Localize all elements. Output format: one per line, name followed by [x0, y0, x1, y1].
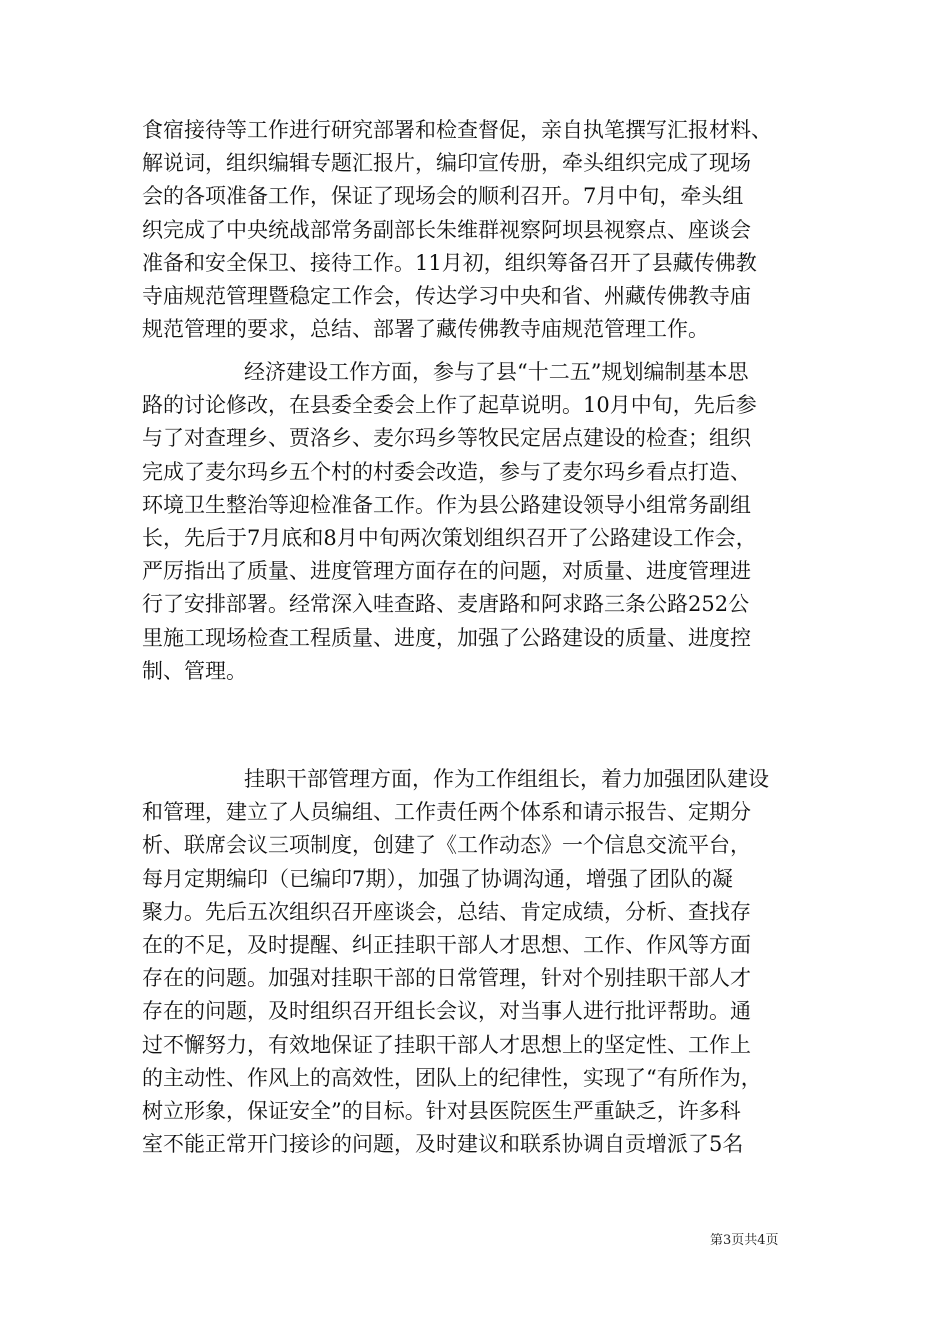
- text-line: 存在的问题，及时组织召开组长会议，对当事人进行批评帮助。通: [142, 999, 751, 1024]
- text-line: 与了对查理乡、贾洛乡、麦尔玛乡等牧民定居点建设的检查；组织: [142, 426, 751, 451]
- text-line: 环境卫生整治等迎检准备工作。作为县公路建设领导小组常务副组: [142, 492, 751, 517]
- text-line: 室不能正常开门接诊的问题，及时建议和联系协调自贡增派了5名: [142, 1132, 744, 1157]
- text-line: 里施工现场检查工程质量、进度，加强了公路建设的质量、进度控: [142, 625, 751, 650]
- text-line: 寺庙规范管理暨稳定工作会，传达学习中央和省、州藏传佛教寺庙: [142, 283, 751, 308]
- text-line: 过不懈努力，有效地保证了挂职干部人才思想上的坚定性、工作上: [142, 1032, 751, 1057]
- text-line: 长，先后于7月底和8月中旬两次策划组织召开了公路建设工作会，: [142, 525, 757, 550]
- paragraph-economic-construction: [142, 356, 812, 688]
- text-line: 织完成了中央统战部常务副部长朱维群视察阿坝县视察点、座谈会: [142, 217, 751, 242]
- text-line: 解说词，组织编辑专题汇报片，编印宣传册，牵头组织完成了现场: [142, 151, 751, 176]
- text-line: 聚力。先后五次组织召开座谈会，总结、肯定成绩，分析、查找存: [142, 899, 751, 924]
- text-line: 在的不足，及时提醒、纠正挂职干部人才思想、工作、作风等方面: [142, 932, 751, 957]
- text-line: 制、管理。: [142, 658, 247, 683]
- text-line: 路的讨论修改，在县委全委会上作了起草说明。10月中旬，先后参: [142, 393, 757, 418]
- text-line: 准备和安全保卫、接待工作。11月初，组织筹备召开了县藏传佛教: [142, 250, 757, 275]
- paragraph-reception-work: [142, 114, 812, 346]
- page-footer: 第3页共4页: [710, 1233, 779, 1248]
- text-line: 行了安排部署。经常深入哇查路、麦唐路和阿求路三条公路252公: [142, 592, 750, 617]
- text-line: 食宿接待等工作进行研究部署和检查督促，亲自执笔撰写汇报材料、: [142, 118, 772, 142]
- text-line: 会的各项准备工作，保证了现场会的顺利召开。7月中旬，牵头组: [142, 184, 744, 209]
- text-line: 每月定期编印（已编印7期），加强了协调沟通，增强了团队的凝: [142, 866, 733, 891]
- text-line: 和管理，建立了人员编组、工作责任两个体系和请示报告、定期分: [142, 800, 751, 825]
- text-line: 严厉指出了质量、进度管理方面存在的问题，对质量、进度管理进: [142, 559, 751, 584]
- text-line: 经济建设工作方面，参与了县“十二五”规划编制基本思: [244, 360, 749, 384]
- paragraph-cadre-management: [142, 763, 812, 1161]
- text-line: 树立形象，保证安全”的目标。针对县医院医生严重缺乏，许多科: [142, 1098, 741, 1123]
- text-line: 存在的问题。加强对挂职干部的日常管理，针对个别挂职干部人才: [142, 966, 751, 991]
- text-line: 规范管理的要求，总结、部署了藏传佛教寺庙规范管理工作。: [142, 317, 709, 342]
- text-line: 的主动性、作风上的高效性，团队上的纪律性，实现了“有所作为，: [142, 1065, 762, 1090]
- text-line: 析、联席会议三项制度，创建了《工作动态》一个信息交流平台，: [142, 833, 751, 858]
- text-line: 完成了麦尔玛乡五个村的村委会改造，参与了麦尔玛乡看点打造、: [142, 459, 751, 484]
- text-line: 挂职干部管理方面，作为工作组组长，着力加强团队建设: [244, 767, 769, 791]
